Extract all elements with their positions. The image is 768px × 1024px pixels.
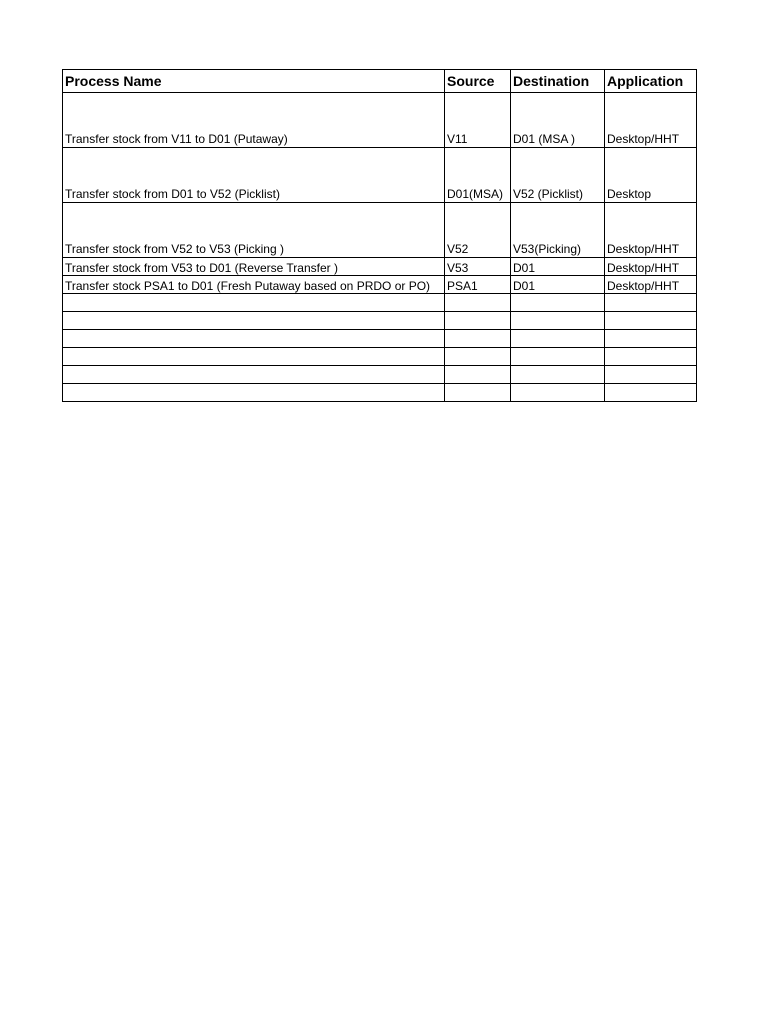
cell-process-name — [63, 384, 445, 402]
table-row — [63, 258, 697, 276]
cell-destination — [511, 348, 605, 366]
cell-source — [445, 384, 511, 402]
cell-source — [445, 330, 511, 348]
table-row — [63, 93, 697, 148]
cell-application — [605, 366, 697, 384]
cell-process-name — [63, 294, 445, 312]
table-row-empty — [63, 294, 697, 312]
cell-destination — [511, 294, 605, 312]
cell-process-name: Transfer stock PSA1 to D01 (Fresh Putaway based on PRDO or PO) — [63, 276, 445, 294]
cell-source: PSA1 — [445, 276, 511, 294]
cell-application: Desktop/HHT — [605, 258, 697, 276]
cell-application — [605, 294, 697, 312]
table-row — [63, 148, 697, 203]
cell-source: D01(MSA) — [445, 148, 511, 203]
cell-process-name: Transfer stock from D01 to V52 (Picklist) — [63, 148, 445, 203]
table-row — [63, 203, 697, 258]
cell-destination: V52 (Picklist) — [511, 148, 605, 203]
cell-process-name — [63, 312, 445, 330]
table-row-empty — [63, 384, 697, 402]
header-application: Application — [605, 70, 697, 93]
process-table — [62, 69, 697, 402]
cell-process-name — [63, 366, 445, 384]
cell-source: V52 — [445, 203, 511, 258]
cell-destination: D01 — [511, 258, 605, 276]
header-destination: Destination — [511, 70, 605, 93]
cell-destination: V53(Picking) — [511, 203, 605, 258]
cell-source — [445, 312, 511, 330]
cell-process-name — [63, 330, 445, 348]
cell-application: Desktop/HHT — [605, 93, 697, 148]
cell-process-name: Transfer stock from V53 to D01 (Reverse Transfer ) — [63, 258, 445, 276]
cell-application: Desktop/HHT — [605, 203, 697, 258]
cell-application — [605, 330, 697, 348]
cell-application — [605, 348, 697, 366]
cell-destination — [511, 366, 605, 384]
table-row — [63, 276, 697, 294]
cell-destination — [511, 312, 605, 330]
cell-process-name: Transfer stock from V52 to V53 (Picking ) — [63, 203, 445, 258]
cell-process-name — [63, 348, 445, 366]
cell-process-name: Transfer stock from V11 to D01 (Putaway) — [63, 93, 445, 148]
cell-source — [445, 366, 511, 384]
cell-destination — [511, 384, 605, 402]
cell-source — [445, 348, 511, 366]
cell-application — [605, 312, 697, 330]
cell-destination — [511, 330, 605, 348]
table-row-empty — [63, 312, 697, 330]
cell-application — [605, 384, 697, 402]
header-source: Source — [445, 70, 511, 93]
cell-application: Desktop/HHT — [605, 276, 697, 294]
cell-destination: D01 (MSA ) — [511, 93, 605, 148]
cell-source: V53 — [445, 258, 511, 276]
cell-destination: D01 — [511, 276, 605, 294]
table-row-empty — [63, 348, 697, 366]
header-row — [63, 70, 697, 93]
cell-source — [445, 294, 511, 312]
header-process-name: Process Name — [63, 70, 445, 93]
table-row-empty — [63, 366, 697, 384]
table-row-empty — [63, 330, 697, 348]
cell-source: V11 — [445, 93, 511, 148]
cell-application: Desktop — [605, 148, 697, 203]
